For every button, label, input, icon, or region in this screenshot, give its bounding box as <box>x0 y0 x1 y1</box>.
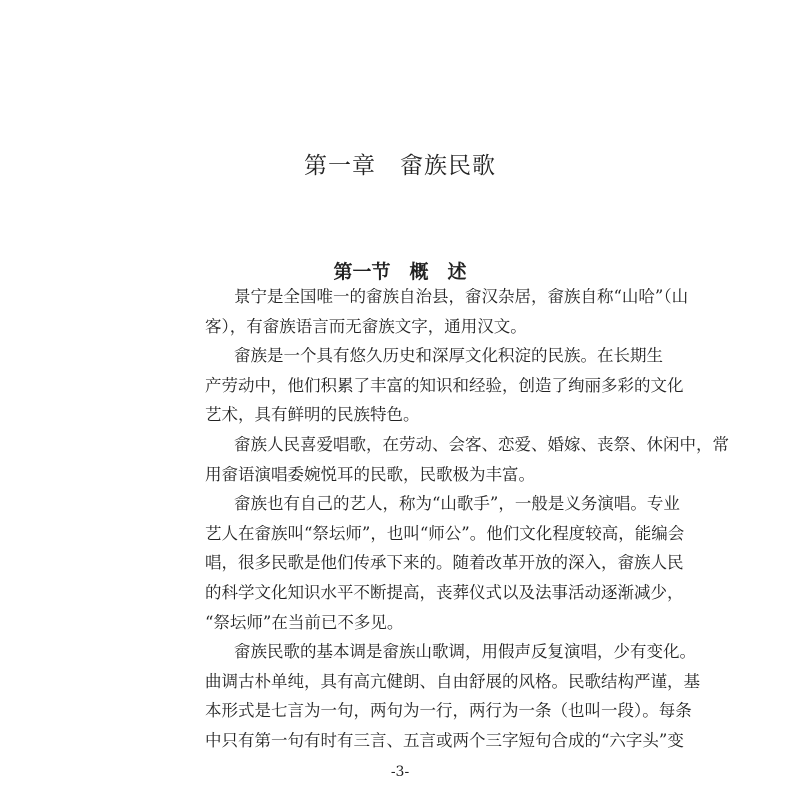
text-line: 曲调古朴单纯，具有高亢健朗、自由舒展的风格。民歌结构严谨，基 <box>205 671 700 691</box>
text-line: 畲族民歌的基本调是畲族山歌调，用假声反复演唱，少有变化。 <box>234 642 696 662</box>
page-number: -3- <box>390 764 410 780</box>
body-text <box>205 282 729 756</box>
text-line: 客），有畲族语言而无畲族文字，通用汉文。 <box>205 316 527 336</box>
text-line: 景宁是全国唯一的畲族自治县，畲汉杂居，畲族自称“山哈”（山 <box>234 287 689 306</box>
text-line: 唱，很多民歌是他们传承下来的。随着改革开放的深入，畲族人民 <box>205 553 684 573</box>
text-line: 的科学文化知识水平不断提高，丧葬仪式以及法事活动逐渐减少， <box>205 582 684 602</box>
chapter-title: 第一章 畲族民歌 <box>304 153 496 179</box>
text-line: 本形式是七言为一句，两句为一行，两行为一条（也叫一段）。每条 <box>205 701 692 721</box>
section-title: 第一节 概 述 <box>333 261 467 283</box>
text-line: 艺术，具有鲜明的民族特色。 <box>205 405 420 425</box>
text-line: 畲族是一个具有悠久历史和深厚文化积淀的民族。在长期生 <box>234 346 663 366</box>
text-line: 产劳动中，他们积累了丰富的知识和经验，创造了绚丽多彩的文化 <box>205 375 684 395</box>
text-line: 中只有第一句有时有三言、五言或两个三字短句合成的“六字头”变 <box>205 730 684 750</box>
text-line: 用畲语演唱委婉悦耳的民歌，民歌极为丰富。 <box>205 464 535 484</box>
text-line: 畲族也有自己的艺人，称为“山歌手”，一般是义务演唱。专业 <box>234 494 680 514</box>
text-line: “祭坛师”在当前已不多见。 <box>205 612 404 632</box>
text-line: 艺人在畲族叫“祭坛师”，也叫“师公”。他们文化程度较高，能编会 <box>205 523 685 543</box>
text-line: 畲族人民喜爱唱歌，在劳动、会客、恋爱、婚嫁、丧祭、休闲中，常 <box>234 434 729 454</box>
